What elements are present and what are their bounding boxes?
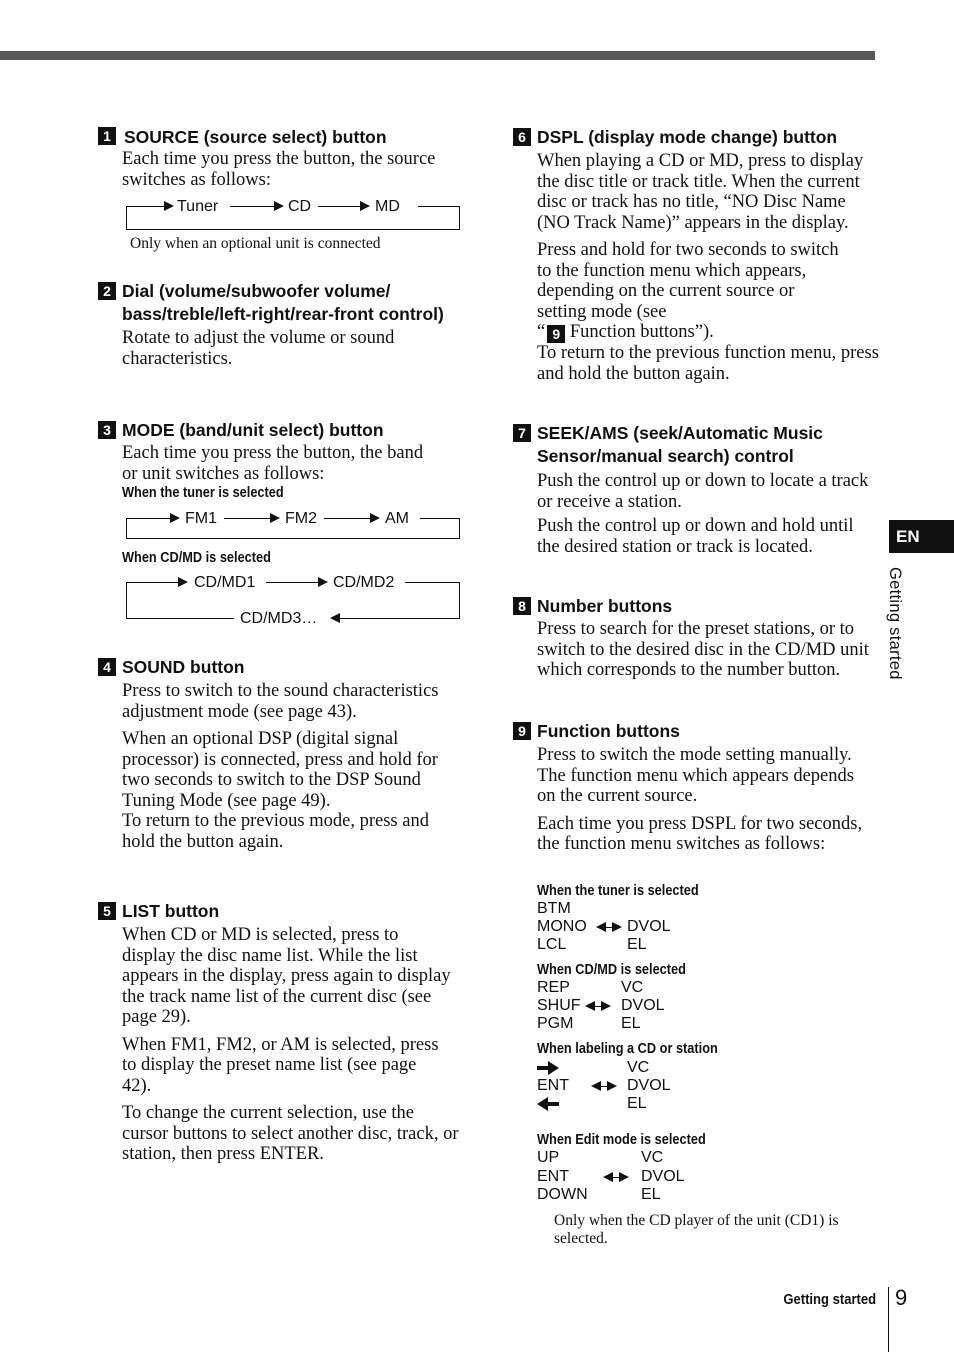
menu-edit-label: When Edit mode is selected (537, 1132, 706, 1148)
section-body: Each time you press the button, the source switches as follows: (122, 149, 436, 190)
chapter-side-label: Getting started (886, 567, 904, 680)
menu-item: DVOL (621, 997, 665, 1014)
section-sound-button (98, 656, 468, 852)
section-paragraph: Press and hold for two seconds to switch to the function menu which appears, depending on the current source or setting mode (see (537, 240, 839, 322)
section-title: Dial (volume/subwoofer volume/ bass/treble/left-right/rear-front control) (122, 281, 444, 324)
section-title: LIST button (122, 901, 220, 921)
section-function-buttons (513, 720, 878, 855)
menu-item: PGM (537, 1015, 574, 1032)
section-number: 5 (98, 902, 116, 920)
menu-item: EL (627, 936, 647, 953)
quote-mark: “ (537, 322, 546, 342)
section-number: 3 (98, 421, 116, 439)
section-paragraph: To change the current selection, use the cursor buttons to select another disc, track, or station, then press ENTER. (122, 1103, 459, 1164)
flow-item: AM (385, 510, 409, 527)
function-note: Only when the CD player of the unit (CD1) is selected. (554, 1212, 839, 1247)
section-title: SOURCE (source select) button (124, 127, 387, 147)
section-title: MODE (band/unit select) button (122, 420, 384, 440)
flow-item: FM1 (185, 510, 217, 527)
section-paragraph: Press to switch to the sound characteristics adjustment mode (see page 43). (122, 681, 439, 722)
section-title: Function buttons (537, 721, 680, 741)
section-paragraph: Each time you press DSPL for two seconds, the function menu switches as follows: (537, 813, 863, 854)
section-paragraph: When CD or MD is selected, press to display the disc name list. While the list appears in the display, press again to display the track name list of the current disc (see page 29). (122, 925, 451, 1027)
menu-item: DVOL (627, 1077, 671, 1094)
section-number: 7 (513, 424, 531, 442)
flow-item: CD/MD1 (194, 574, 256, 591)
footer-divider (888, 1287, 889, 1352)
page-number: 9 (895, 1285, 908, 1310)
menu-item: VC (627, 1059, 650, 1076)
section-paragraph: When playing a CD or MD, press to display the disc title or track title. When the current disc or track has no title, “NO Disc Name (NO Track Name)” appears in the display. (537, 151, 864, 233)
section-title: SEEK/AMS (seek/Automatic Music Sensor/manual search) control (537, 423, 823, 466)
menu-item: EL (627, 1095, 647, 1112)
section-mode-button (98, 419, 468, 502)
menu-item: DVOL (641, 1168, 685, 1185)
top-rule (0, 51, 875, 60)
section-number: 4 (98, 658, 116, 676)
flow-item: CD/MD2 (333, 574, 395, 591)
section-paragraph: To return to the previous function menu, press and hold the button again. (537, 343, 879, 384)
menu-item: DOWN (537, 1186, 588, 1203)
footer-section: Getting started (783, 1292, 876, 1308)
source-note: Only when an optional unit is connected (130, 235, 381, 252)
section-number: 2 (98, 282, 116, 300)
section-number: 6 (513, 128, 531, 146)
menu-labeling-label: When labeling a CD or station (537, 1041, 718, 1057)
section-body: Rotate to adjust the volume or sound characteristics. (122, 328, 395, 369)
menu-item: EL (621, 1015, 641, 1032)
section-title: Number buttons (537, 596, 673, 616)
flow-item: FM2 (285, 510, 317, 527)
section-paragraph: Push the control up or down to locate a track or receive a station. (537, 471, 869, 512)
section-number: 9 (513, 722, 531, 740)
section-paragraph: Press to switch the mode setting manually. The function menu which appears depends on the current source. (537, 745, 854, 806)
section-number: 8 (513, 597, 531, 615)
tuner-label: When the tuner is selected (122, 485, 284, 501)
section-ref-number: 9 (547, 325, 565, 343)
section-seek-ams (513, 422, 878, 557)
flow-item: Tuner (177, 198, 219, 215)
section-body: Each time you press the button, the band or unit switches as follows: (122, 443, 424, 484)
menu-tuner-label: When the tuner is selected (537, 883, 699, 899)
section-paragraph: When an optional DSP (digital signal processor) is connected, press and hold for two seconds to switch to the DSP Sound Tuning Mode (see page 49). (122, 729, 438, 811)
section-source-button (98, 126, 468, 190)
menu-item: MONO (537, 918, 587, 935)
flow-item: MD (375, 198, 400, 215)
cdmd-label: When CD/MD is selected (122, 550, 271, 566)
section-dspl-button (513, 126, 878, 384)
flow-item: CD (288, 198, 312, 215)
menu-item: ENT (537, 1168, 569, 1185)
section-paragraph: To return to the previous mode, press and hold the button again. (122, 811, 429, 852)
section-paragraph: When FM1, FM2, or AM is selected, press to display the preset name list (see page 42). (122, 1034, 439, 1096)
section-dial (98, 280, 468, 369)
menu-item: VC (621, 979, 644, 996)
menu-item: SHUF (537, 997, 581, 1014)
section-number-buttons (513, 595, 878, 681)
flow-item: CD/MD3… (240, 610, 318, 627)
menu-item: LCL (537, 936, 567, 953)
section-body: Press to search for the preset stations, or to switch to the desired disc in the CD/MD unit which corresponds to the number button. (537, 619, 869, 680)
menu-cdmd-label: When CD/MD is selected (537, 962, 686, 978)
menu-item: DVOL (627, 918, 671, 935)
menu-item: BTM (537, 900, 571, 917)
section-ref-text: Function buttons”). (565, 322, 714, 342)
menu-item: UP (537, 1149, 560, 1166)
section-number: 1 (98, 127, 116, 145)
language-tab: EN (889, 520, 954, 553)
section-list-button (98, 900, 468, 1165)
section-title: DSPL (display mode change) button (537, 127, 838, 147)
section-title: SOUND button (122, 657, 245, 677)
menu-item: ENT (537, 1077, 569, 1094)
section-paragraph: Push the control up or down and hold until the desired station or track is located. (537, 516, 854, 557)
menu-item: VC (641, 1149, 664, 1166)
menu-item: EL (641, 1186, 661, 1203)
menu-item: REP (537, 979, 570, 996)
